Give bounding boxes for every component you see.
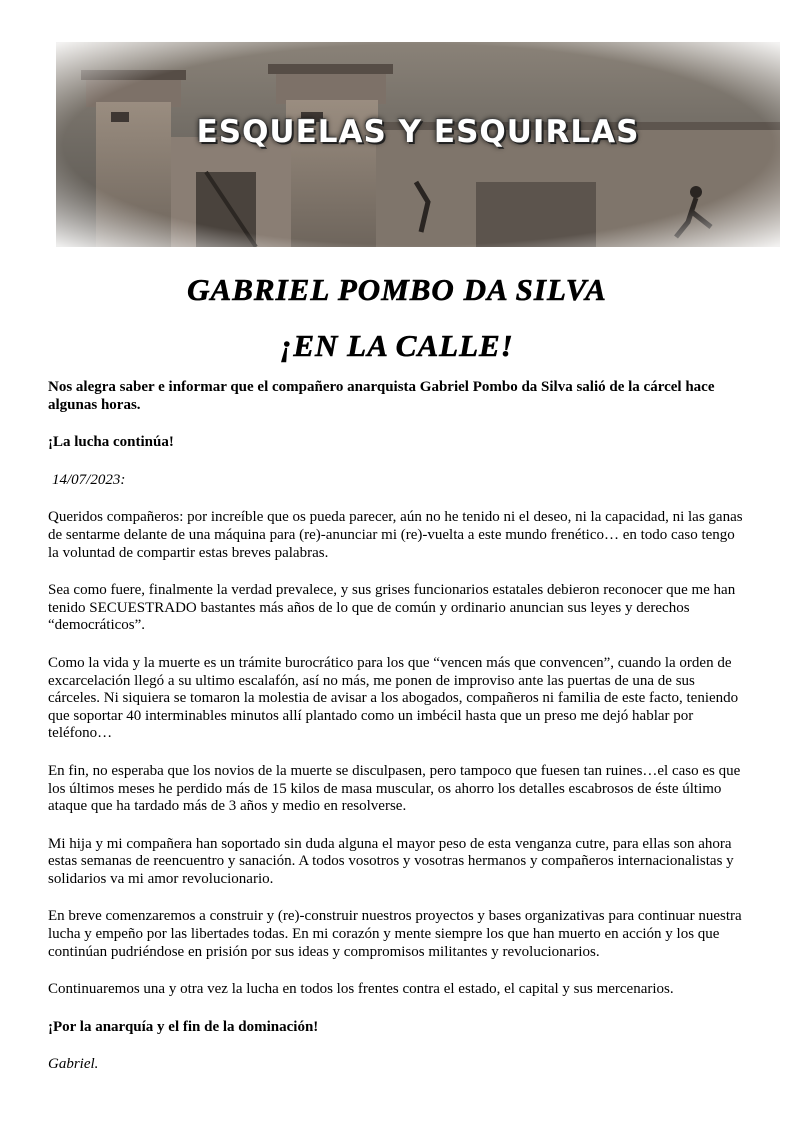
article-body — [48, 379, 748, 1094]
closing-paragraph: ¡Por la anarquía y el fin de la dominación! — [48, 1018, 319, 1035]
signature: Gabriel. — [48, 1056, 99, 1073]
body-paragraph-6: En breve comenzaremos a construir y (re)-construir nuestros proyectos y bases organizativas para continuar nuestra lucha y empeño por las libertades todas. En mi corazón y mente siempre los que han muerto en acción y los que continúan pudriéndose en prisión por sus ideas y compromisos militantes y revolucionarios. — [48, 908, 742, 960]
intro-paragraph: Nos alegra saber e informar que el compañero anarquista Gabriel Pombo da Silva salió de la cárcel hace algunas horas. — [48, 379, 715, 413]
body-paragraph-1: Queridos compañeros: por increíble que os pueda parecer, aún no he tenido ni el deseo, ni la capacidad, ni las ganas de sentarme delante de una máquina para (re)-anunciar mi (re)-vuelta a este mundo frenético… en todo caso tengo la voluntad de compartir estas breves palabras. — [48, 509, 743, 561]
headline-name: GABRIEL POMBO DA SILVA — [187, 272, 607, 307]
body-paragraph-7: Continuaremos una y otra vez la lucha en todos los frentes contra el estado, el capital y sus mercenarios. — [48, 981, 674, 998]
body-paragraph-3: Como la vida y la muerte es un trámite burocrático para los que “vencen más que convencen”, cuando la orden de excarcelación llegó a su ultimo escalafón, así no más, me ponen de improviso ante las puertas de una de sus cárceles. Ni siquiera se tomaron la molestia de avisar a los abogados, compañeros ni familia de este facto, teniendo que soportar 40 interminables minutos allí plantado como un imbécil hasta que un preso me dejó hablar por teléfono… — [48, 654, 739, 742]
body-paragraph-2: Sea como fuere, finalmente la verdad prevalece, y sus grises funcionarios estatales debieron reconocer que me han tenido SECUESTRADO bastantes más años de lo que de común y ordinario anuncian sus leyes y derechos “democráticos”. — [48, 582, 736, 634]
banner-title: ESQUELAS Y ESQUIRLAS — [196, 114, 640, 150]
body-paragraph-5: Mi hija y mi compañera han soportado sin duda alguna el mayor peso de esta venganza cutre, para ellas son ahora estas semanas de reencuentro y sanación. A todos vosotros y vosotras hermanos y compañeros internacionalistas y solidarios va mi amor revolucionario. — [48, 835, 734, 887]
banner-image — [56, 42, 780, 247]
slogan-paragraph: ¡La lucha continúa! — [48, 434, 174, 451]
headline-subtitle: ¡EN LA CALLE! — [280, 328, 514, 363]
date-line: 14/07/2023: — [52, 471, 126, 488]
body-paragraph-4: En fin, no esperaba que los novios de la muerte se disculpasen, pero tampoco que fuesen tan ruines…el caso es que los últimos meses he perdido más de 15 kilos de masa muscular, os ahorro los detalles escabrosos de éste último ataque que ha tardado más de 3 años y medio en resolverse. — [48, 762, 741, 815]
